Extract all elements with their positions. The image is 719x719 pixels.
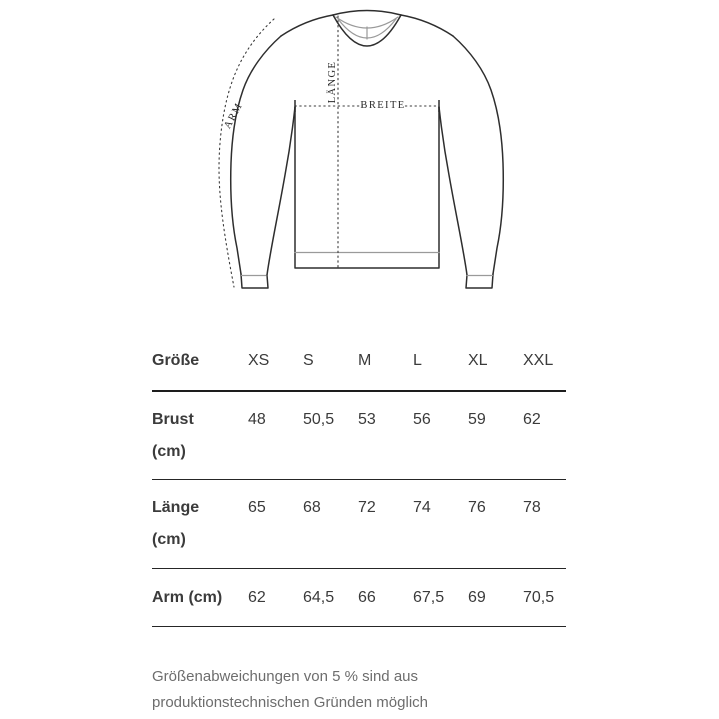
- value-cell: 74: [413, 480, 468, 569]
- value-cell: 70,5: [523, 569, 566, 627]
- table-row-laenge: [152, 480, 566, 569]
- value-cell: 62: [523, 391, 566, 480]
- sweater-outline: [231, 11, 504, 289]
- value-cell: 68: [303, 480, 358, 569]
- value-cell: 76: [468, 480, 523, 569]
- measurement-lines: [219, 16, 439, 287]
- footnote: Größenabweichungen von 5 % sind aus produktionstechnischen Gründen möglich: [152, 668, 428, 711]
- value-cell: 53: [358, 391, 413, 480]
- size-col-m: M: [358, 345, 413, 391]
- size-table-header-row: [152, 345, 566, 391]
- value-cell: 67,5: [413, 569, 468, 627]
- table-row-arm: [152, 569, 566, 627]
- size-table: [152, 345, 566, 627]
- value-cell: 59: [468, 391, 523, 480]
- value-cell: 66: [358, 569, 413, 627]
- value-cell: 72: [358, 480, 413, 569]
- arm-measure-line: [219, 19, 274, 287]
- size-col-s: S: [303, 345, 358, 391]
- arm-label: ARM: [222, 100, 246, 131]
- row-label-arm: Arm (cm): [152, 569, 248, 627]
- value-cell: 48: [248, 391, 303, 480]
- value-cell: 78: [523, 480, 566, 569]
- value-cell: 65: [248, 480, 303, 569]
- sweater-measurement-diagram: [0, 0, 719, 312]
- size-col-xxl: XXL: [523, 345, 566, 391]
- row-label-laenge: Länge (cm): [152, 480, 248, 569]
- size-col-xl: XL: [468, 345, 523, 391]
- breite-label: BREITE: [360, 100, 406, 111]
- value-cell: 69: [468, 569, 523, 627]
- size-col-l: L: [413, 345, 468, 391]
- value-cell: 50,5: [303, 391, 358, 480]
- size-col-xs: XS: [248, 345, 303, 391]
- value-cell: 56: [413, 391, 468, 480]
- row-label-brust: Brust (cm): [152, 391, 248, 480]
- size-table-title-cell: Größe: [152, 345, 248, 391]
- table-row-brust: [152, 391, 566, 480]
- value-cell: 64,5: [303, 569, 358, 627]
- value-cell: 62: [248, 569, 303, 627]
- laenge-label: LÄNGE: [327, 60, 338, 104]
